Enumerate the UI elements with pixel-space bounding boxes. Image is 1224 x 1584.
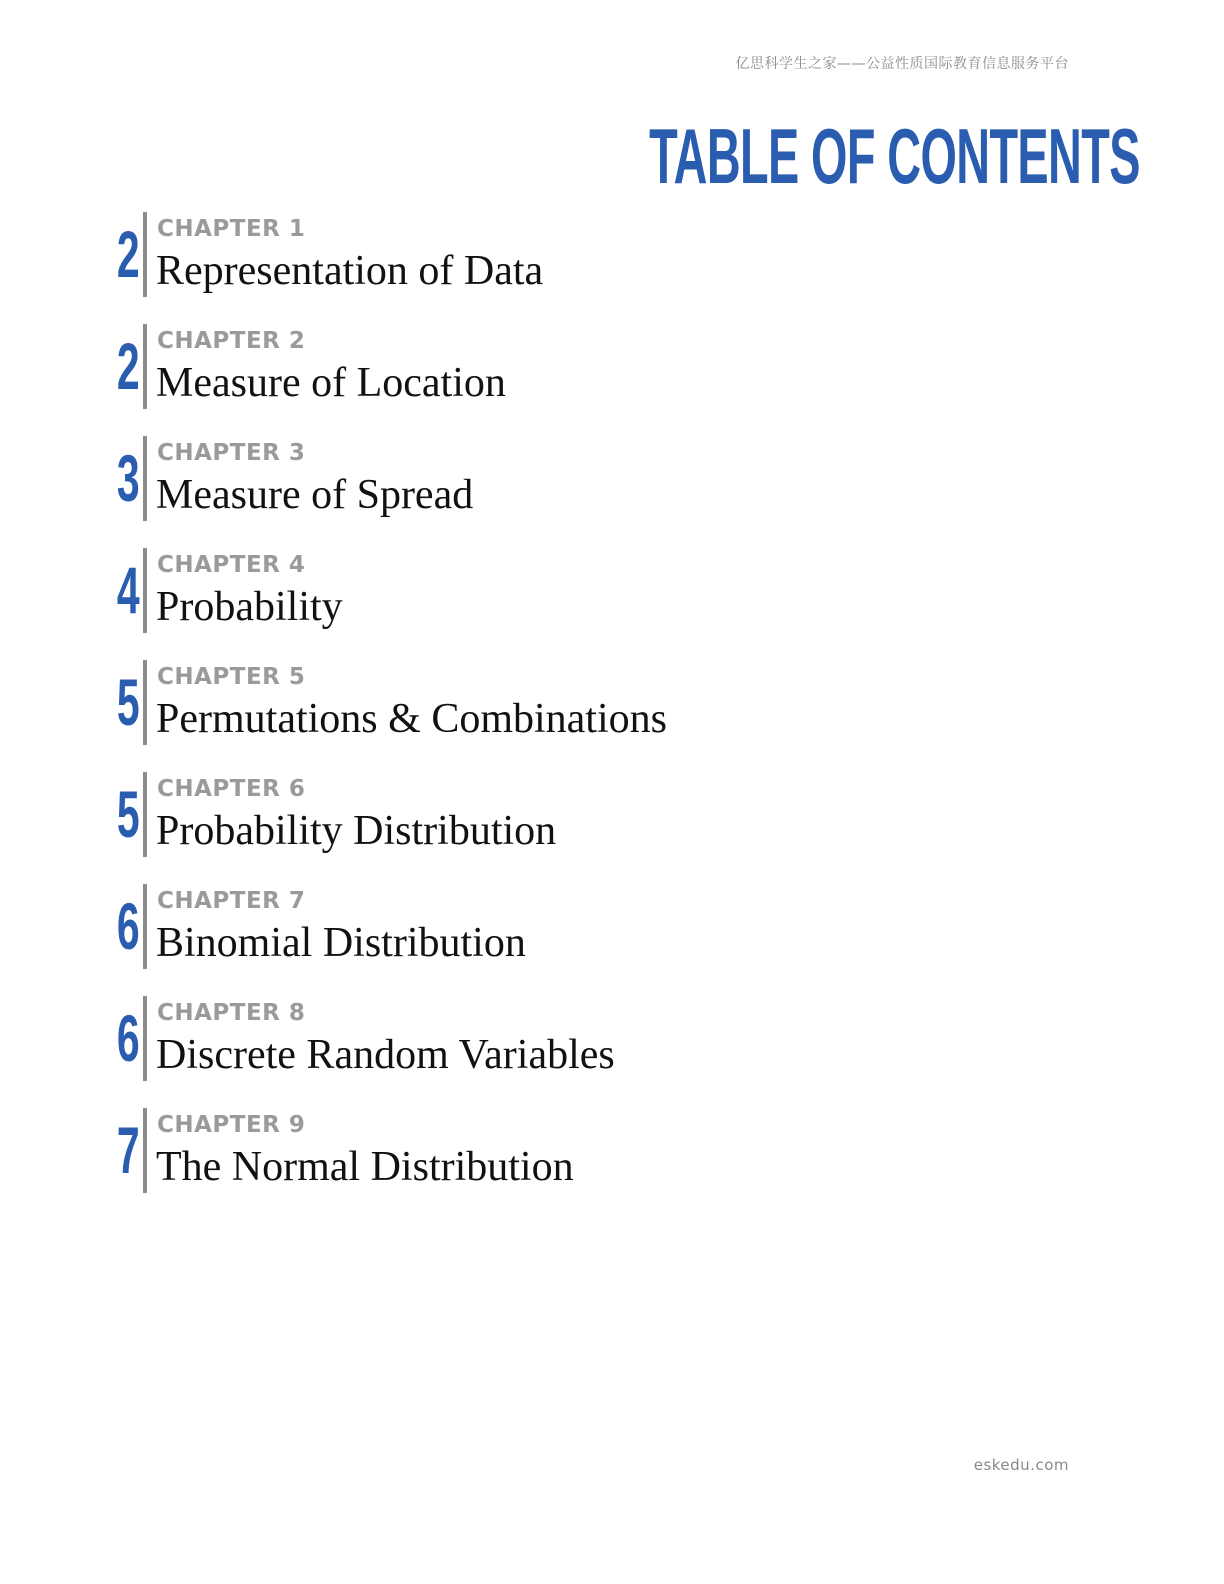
chapter-label: CHAPTER 6 bbox=[157, 776, 306, 802]
chapter-title[interactable]: Permutations & Combinations bbox=[156, 696, 667, 742]
page-number: 2 bbox=[116, 217, 140, 291]
page-number: 6 bbox=[116, 889, 140, 963]
page-number: 4 bbox=[116, 553, 140, 627]
page-number: 6 bbox=[116, 1001, 140, 1075]
page-number: 2 bbox=[116, 329, 140, 403]
toc-entry[interactable] bbox=[0, 436, 900, 548]
chapter-label: CHAPTER 7 bbox=[157, 888, 306, 914]
page-number: 5 bbox=[116, 665, 140, 739]
chapter-label: CHAPTER 2 bbox=[157, 328, 306, 354]
divider bbox=[143, 324, 147, 409]
chapter-title[interactable]: The Normal Distribution bbox=[156, 1144, 574, 1190]
toc-entry[interactable] bbox=[0, 772, 900, 884]
divider bbox=[143, 1108, 147, 1193]
chapter-title[interactable]: Probability bbox=[156, 584, 343, 630]
page-number: 7 bbox=[116, 1113, 140, 1187]
toc-entry[interactable] bbox=[0, 324, 900, 436]
page-number: 3 bbox=[116, 441, 140, 515]
chapter-label: CHAPTER 8 bbox=[157, 1000, 306, 1026]
toc-entry[interactable] bbox=[0, 212, 900, 324]
chapter-title[interactable]: Discrete Random Variables bbox=[156, 1032, 615, 1078]
toc-list bbox=[0, 212, 900, 1220]
divider bbox=[143, 996, 147, 1081]
toc-entry[interactable] bbox=[0, 548, 900, 660]
chapter-title[interactable]: Probability Distribution bbox=[156, 808, 557, 854]
header-note: 亿思科学生之家——公益性质国际教育信息服务平台 bbox=[735, 56, 1069, 72]
chapter-label: CHAPTER 3 bbox=[157, 440, 306, 466]
divider bbox=[143, 772, 147, 857]
chapter-title[interactable]: Measure of Location bbox=[156, 360, 506, 406]
toc-entry[interactable] bbox=[0, 996, 900, 1108]
chapter-title[interactable]: Measure of Spread bbox=[156, 472, 474, 518]
toc-entry[interactable] bbox=[0, 660, 900, 772]
footer-link[interactable]: eskedu.com bbox=[973, 1456, 1069, 1474]
divider bbox=[143, 884, 147, 969]
page-number: 5 bbox=[116, 777, 140, 851]
divider bbox=[143, 212, 147, 297]
toc-entry[interactable] bbox=[0, 884, 900, 996]
page-title: TABLE OF CONTENTS bbox=[649, 112, 1140, 200]
chapter-label: CHAPTER 9 bbox=[157, 1112, 306, 1138]
chapter-label: CHAPTER 5 bbox=[157, 664, 306, 690]
chapter-title[interactable]: Binomial Distribution bbox=[156, 920, 526, 966]
chapter-label: CHAPTER 1 bbox=[157, 216, 306, 242]
divider bbox=[143, 436, 147, 521]
toc-entry[interactable] bbox=[0, 1108, 900, 1220]
divider bbox=[143, 660, 147, 745]
chapter-label: CHAPTER 4 bbox=[157, 552, 306, 578]
divider bbox=[143, 548, 147, 633]
chapter-title[interactable]: Representation of Data bbox=[156, 248, 544, 294]
